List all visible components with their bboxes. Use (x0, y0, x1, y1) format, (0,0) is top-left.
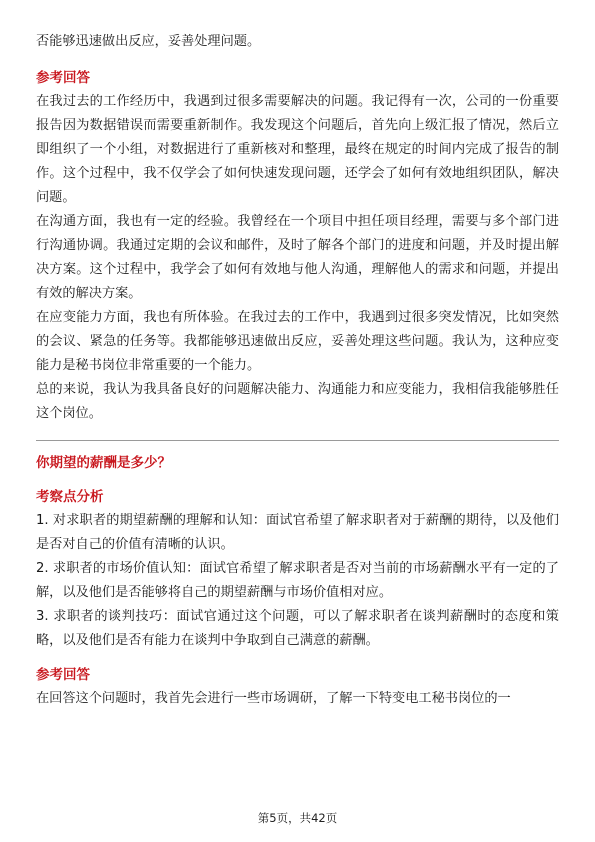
section-divider (36, 440, 559, 441)
analysis-point: 3. 求职者的谈判技巧：面试官通过这个问题，可以了解求职者在谈判薪酬时的态度和策略，以及他们是否有能力在谈判中争取到自己满意的薪酬。 (36, 609, 559, 648)
question-title: 你期望的薪酬是多少？ (36, 455, 171, 471)
answer-paragraph: 在回答这个问题时，我首先会进行一些市场调研，了解一下特变电工秘书岗位的一 (36, 691, 511, 706)
answer-paragraph: 在我过去的工作经历中，我遇到过很多需要解决的问题。我记得有一次，公司的一份重要报告因为数据错误而需要重新制作。我发现这个问题后，首先向上级汇报了情况，然后立即组织了一个小组，对数据进行了重新核对和整理，最终在规定的时间内完成了报告的制作。这个过程中，我不仅学会了如何快速发现问题，还学会了如何有效地组织团队，解决问题。 (36, 94, 559, 205)
answer-paragraph: 总的来说，我认为我具备良好的问题解决能力、沟通能力和应变能力，我相信我能够胜任这个岗位。 (36, 382, 559, 421)
analysis-point: 2. 求职者的市场价值认知：面试官希望了解求职者是否对当前的市场薪酬水平有一定的了解，以及他们是否能够将自己的期望薪酬与市场价值相对应。 (36, 561, 559, 600)
reference-answer-heading: 参考回答 (36, 70, 90, 86)
answer-paragraph: 在应变能力方面，我也有所体验。在我过去的工作中，我遇到过很多突发情况，比如突然的会议、紧急的任务等。我都能够迅速做出反应，妥善处理这些问题。我认为，这种应变能力是秘书岗位非常重要的一个能力。 (36, 310, 559, 373)
continued-text: 否能够迅速做出反应，妥善处理问题。 (36, 34, 261, 49)
analysis-point: 1. 对求职者的期望薪酬的理解和认知：面试官希望了解求职者对于薪酬的期待，以及他们是否对自己的价值有清晰的认识。 (36, 513, 559, 552)
analysis-heading: 考察点分析 (36, 489, 104, 505)
page-number: 第5页，共42页 (257, 811, 338, 825)
answer-paragraph: 在沟通方面，我也有一定的经验。我曾经在一个项目中担任项目经理，需要与多个部门进行沟通协调。我通过定期的会议和邮件，及时了解各个部门的进度和问题，并及时提出解决方案。这个过程中，我学会了如何有效地与他人沟通，理解他人的需求和问题，并提出有效的解决方案。 (36, 214, 559, 301)
reference-answer-heading: 参考回答 (36, 667, 90, 683)
document-page (36, 30, 559, 711)
